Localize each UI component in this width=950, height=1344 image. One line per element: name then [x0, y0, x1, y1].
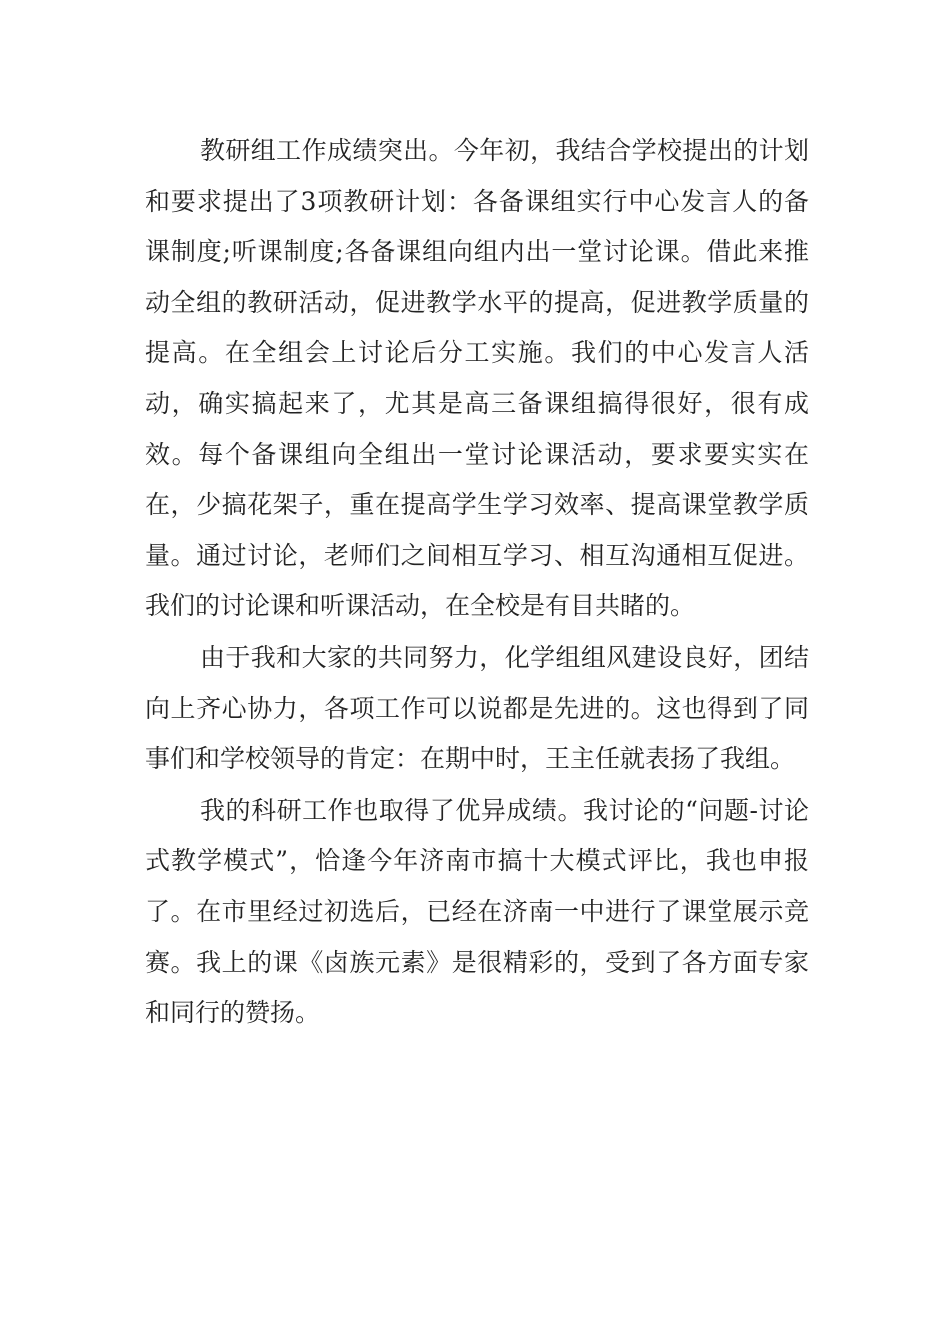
- paragraph-research-achievements: 我的科研工作也取得了优异成绩。我讨论的“问题-讨论式教学模式”，恰逢今年济南市搞十大模式评比，我也申报了。在市里经过初选后，已经在济南一中进行了课堂展示竞赛。我上的课《卤族元素》是很精彩的，受到了各方面专家和同行的赞扬。: [145, 795, 809, 1028]
- paragraph-teaching-research: 教研组工作成绩突出。今年初，我结合学校提出的计划和要求提出了3项教研计划：各备课组实行中心发言人的备课制度;听课制度;各备课组向组内出一堂讨论课。借此来推动全组的教研活动，促进教学水平的提高，促进教学质量的提高。在全组会上讨论后分工实施。我们的中心发言人活动，确实搞起来了，尤其是高三备课组搞得很好，很有成效。每个备课组向全组出一堂讨论课活动，要求要实实在在，少搞花架子，重在提高学生学习效率、提高课堂教学质量。通过讨论，老师们之间相互学习、相互沟通相互促进。我们的讨论课和听课活动，在全校是有目共睹的。: [145, 136, 809, 621]
- document-body: [145, 126, 809, 1039]
- paragraph-team-building: 由于我和大家的共同努力，化学组组风建设良好，团结向上齐心协力，各项工作可以说都是先进的。这也得到了同事们和学校领导的肯定：在期中时，王主任就表扬了我组。: [145, 642, 809, 774]
